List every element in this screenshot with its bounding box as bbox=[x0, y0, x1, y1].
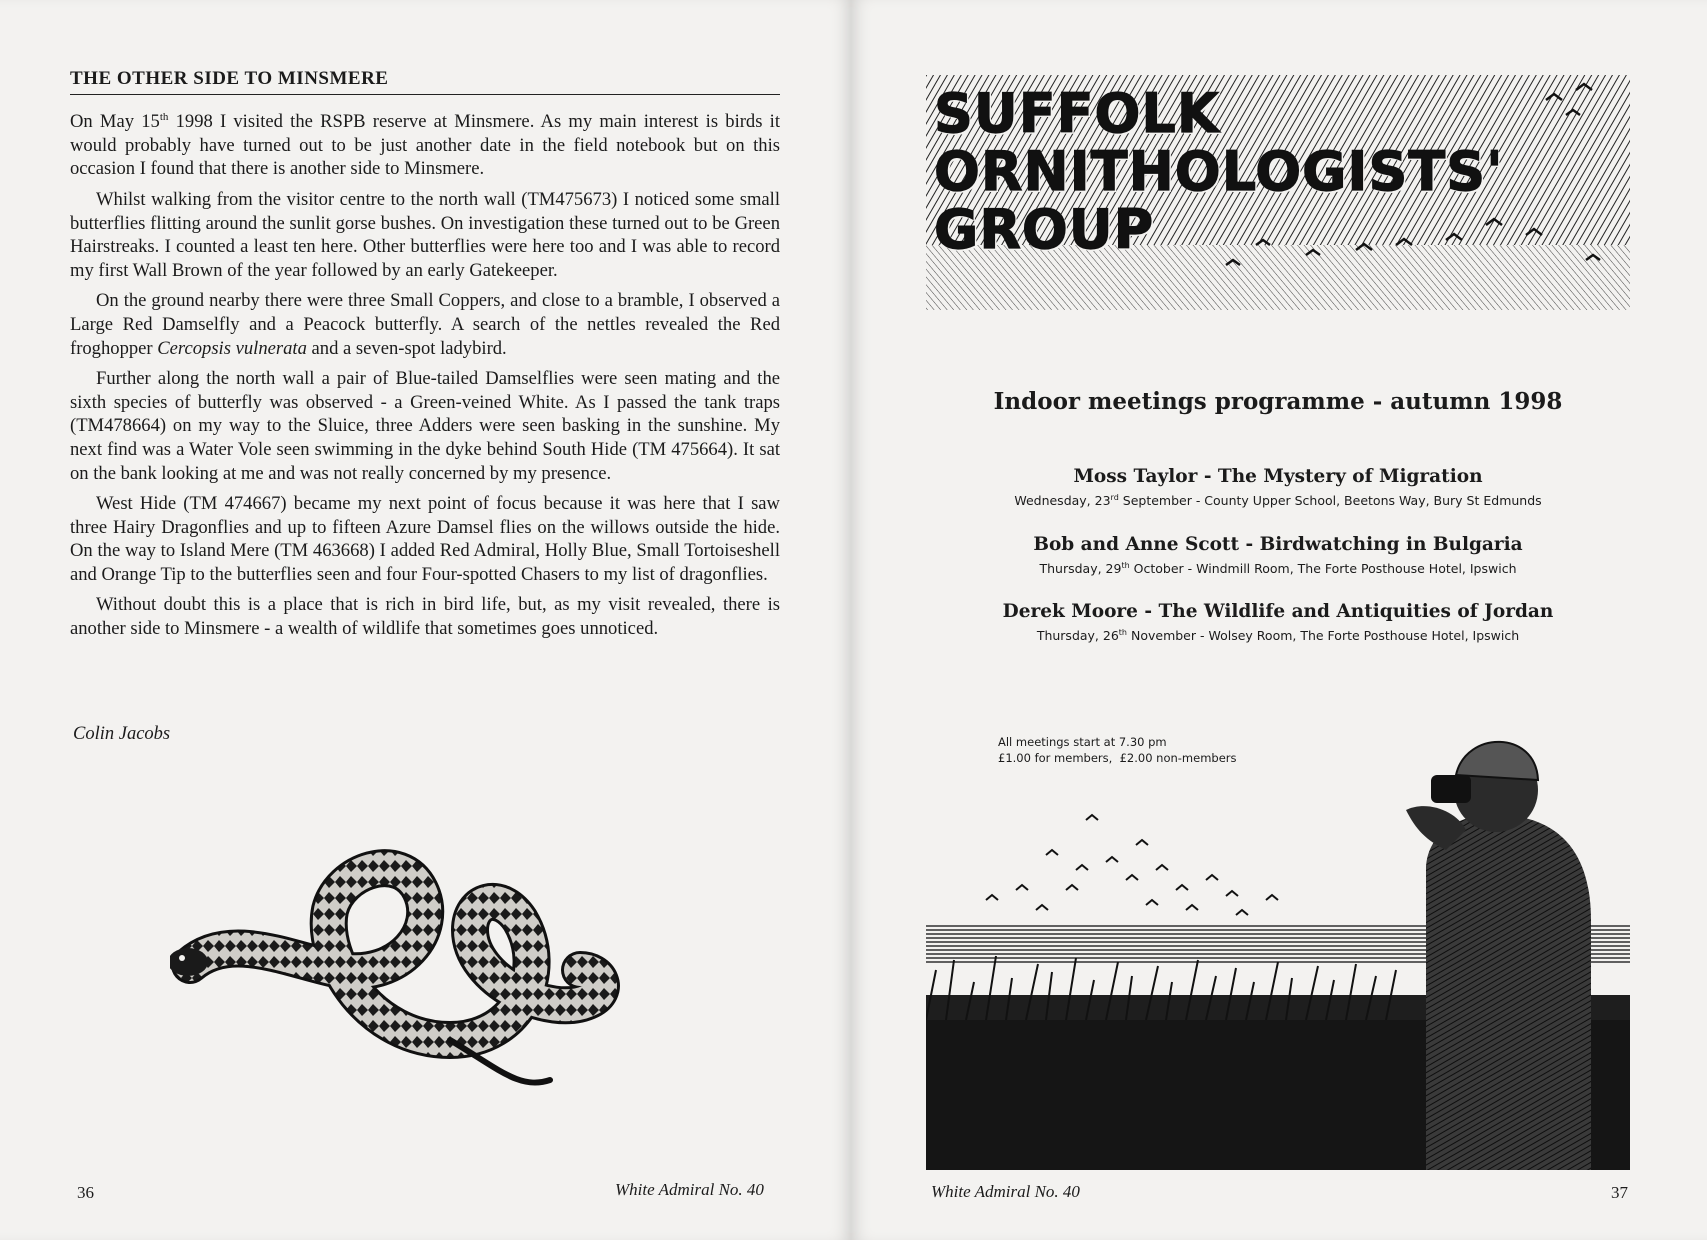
birdwatcher-illustration bbox=[926, 720, 1630, 1170]
paragraph-4: Further along the north wall a pair of Blue-tailed Damselflies were seen mating and the sixth species of butterfly was observed - a Green-veined White. As I passed the tank traps (TM478664) on my way to the Sluice, three Adders were seen basking in the sunshine. My next find was a Water Vole seen swimming in the dyke behind South Hide (TM 475664). It sat on the bank looking at me and was not really concerned by my presence. bbox=[70, 368, 780, 484]
paragraph-6: Without doubt this is a place that is rich in bird life, but, as my visit revealed, there is another side to Minsmere - a wealth of wildlife that sometimes goes unnoticed. bbox=[70, 594, 780, 640]
programme-title: Indoor meetings programme - autumn 1998 bbox=[993, 388, 1563, 415]
event-details: Thursday, 26th November - Wolsey Room, The Forte Posthouse Hotel, Ipswich bbox=[1036, 628, 1520, 644]
event-title: Bob and Anne Scott - Birdwatching in Bulgaria bbox=[1033, 534, 1523, 555]
adder-illustration bbox=[170, 810, 630, 1110]
footer-title-right: White Admiral No. 40 bbox=[931, 1182, 1080, 1201]
article-title: THE OTHER SIDE TO MINSMERE bbox=[70, 68, 780, 95]
event-item bbox=[926, 601, 1630, 643]
event-item bbox=[926, 534, 1630, 576]
paragraph-2: Whilst walking from the visitor centre to the north wall (TM475673) I noticed some small butterflies flitting around the sunlit gorse bushes. On investigation these turned out to be Green Hairstreaks. I counted a least ten here. Other butterflies were here too and I was able to record my first Wall Brown of the year followed by an early Gatekeeper. bbox=[70, 188, 780, 281]
event-title: Derek Moore - The Wildlife and Antiquities of Jordan bbox=[1002, 601, 1554, 622]
event-title: Moss Taylor - The Mystery of Migration bbox=[1073, 466, 1483, 487]
paragraph-1: On May 15th 1998 I visited the RSPB reserve at Minsmere. As my main interest is birds it would probably have turned out to be just another date in the field notebook but on this occasion I found that there is another side to Minsmere. bbox=[70, 111, 781, 180]
article-body bbox=[70, 106, 780, 648]
paragraph-5: West Hide (TM 474667) became my next point of focus because it was here that I saw three Hairy Dragonflies and up to fifteen Azure Damsel flies on the willows outside the hide. On the way to Island Mere (TM 463668) I added Red Admiral, Holly Blue, Small Tortoiseshell and Orange Tip to the butterflies seen and four Four-spotted Chasers to my list of dragonflies. bbox=[70, 493, 780, 585]
meeting-info bbox=[998, 734, 1237, 766]
meeting-time: All meetings start at 7.30 pm bbox=[998, 735, 1167, 749]
left-page bbox=[0, 0, 851, 1240]
event-item bbox=[926, 466, 1630, 508]
footer-title-left: White Admiral No. 40 bbox=[615, 1180, 764, 1199]
meeting-fees: £1.00 for members, £2.00 non-members bbox=[998, 751, 1237, 765]
event-details: Thursday, 29th October - Windmill Room, The Forte Posthouse Hotel, Ipswich bbox=[1039, 561, 1517, 577]
poster-banner bbox=[926, 75, 1630, 310]
right-page bbox=[851, 0, 1707, 1240]
page-number-right: 37 bbox=[1611, 1183, 1628, 1202]
organisation-name: SUFFOLK ORNITHOLOGISTS' GROUP bbox=[934, 82, 1504, 261]
page-number-left: 36 bbox=[77, 1183, 94, 1202]
author-signature: Colin Jacobs bbox=[73, 724, 171, 744]
paragraph-3: On the ground nearby there were three Small Coppers, and close to a bramble, I observed a Large Red Damselfly and a Peacock butterfly. A search of the nettles revealed the Red froghopper Cercopsis vulnerata and a seven-spot ladybird. bbox=[70, 290, 780, 359]
event-details: Wednesday, 23rd September - County Upper School, Beetons Way, Bury St Edmunds bbox=[1014, 493, 1542, 509]
